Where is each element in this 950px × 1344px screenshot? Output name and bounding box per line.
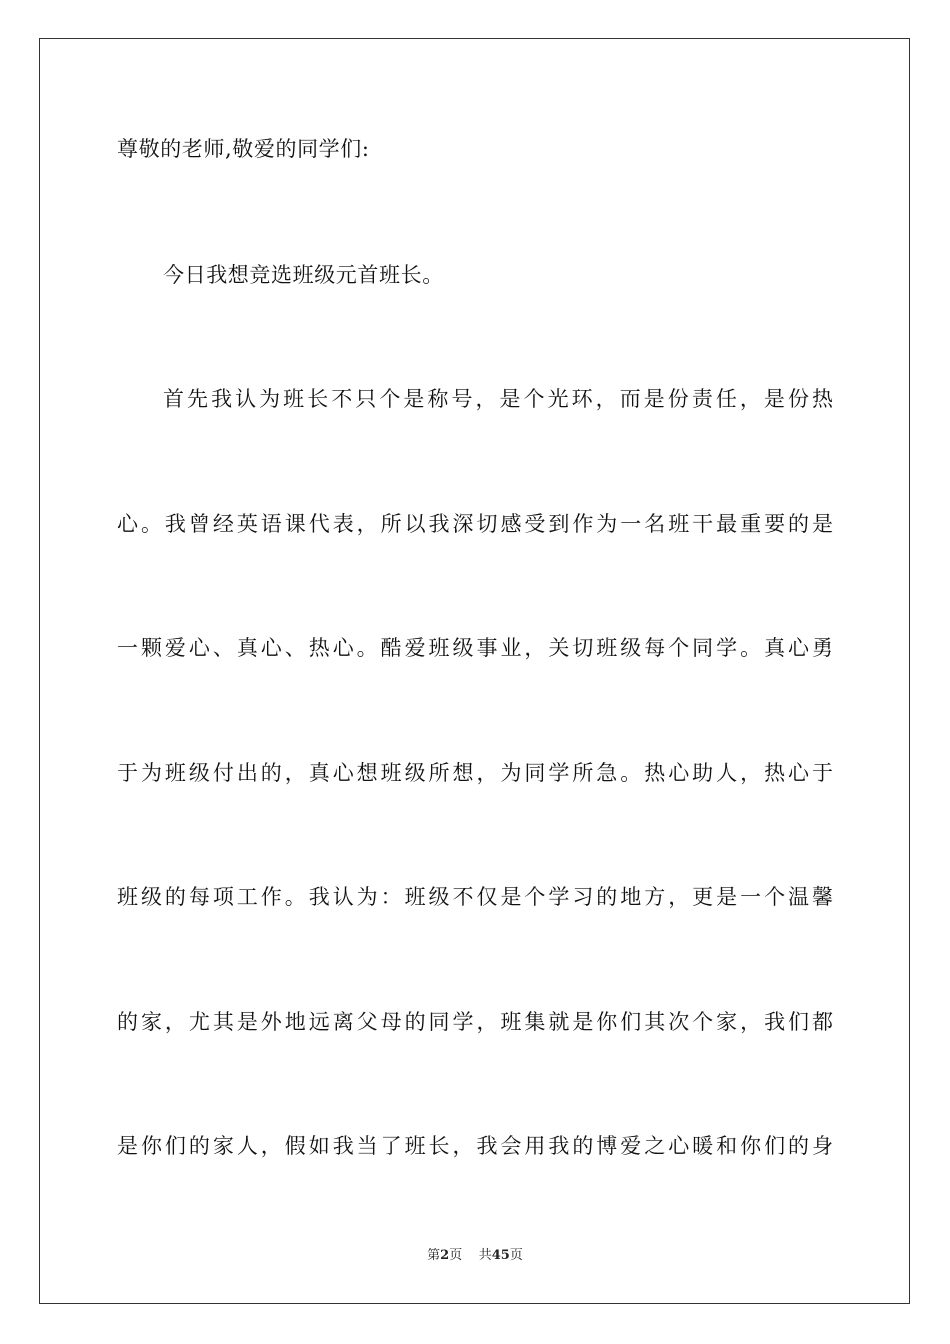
total-prefix: 共 [478, 1248, 492, 1263]
page-suffix: 页 [449, 1248, 463, 1263]
total-suffix: 页 [509, 1248, 523, 1263]
paragraph-2-line-2: 心。我曾经英语课代表，所以我深切感受到作为一名班干最重要的是 [117, 512, 833, 536]
paragraph-2-line-6: 的家，尤其是外地远离父母的同学，班集就是你们其次个家，我们都 [117, 1010, 833, 1034]
salutation: 尊敬的老师,敬爱的同学们: [117, 137, 370, 161]
paragraph-2-line-5: 班级的每项工作。我认为：班级不仅是个学习的地方，更是一个温馨 [117, 885, 833, 909]
paragraph-2-line-1: 首先我认为班长不只个是称号，是个光环，而是份责任，是份热 [163, 387, 833, 411]
total-pages: 45 [491, 1248, 510, 1263]
paragraph-2-line-7: 是你们的家人，假如我当了班长，我会用我的博爱之心暖和你们的身 [117, 1134, 833, 1158]
paragraph-2-line-4: 于为班级付出的，真心想班级所想，为同学所急。热心助人，热心于 [117, 761, 833, 785]
page-border [39, 38, 910, 1304]
page-footer [0, 1248, 950, 1264]
paragraph-2-line-3: 一颗爱心、真心、热心。酷爱班级事业，关切班级每个同学。真心勇 [117, 636, 833, 660]
paragraph-1: 今日我想竞选班级元首班长。 [163, 263, 444, 287]
page-prefix: 第 [427, 1248, 441, 1263]
page-number: 2 [440, 1248, 450, 1263]
